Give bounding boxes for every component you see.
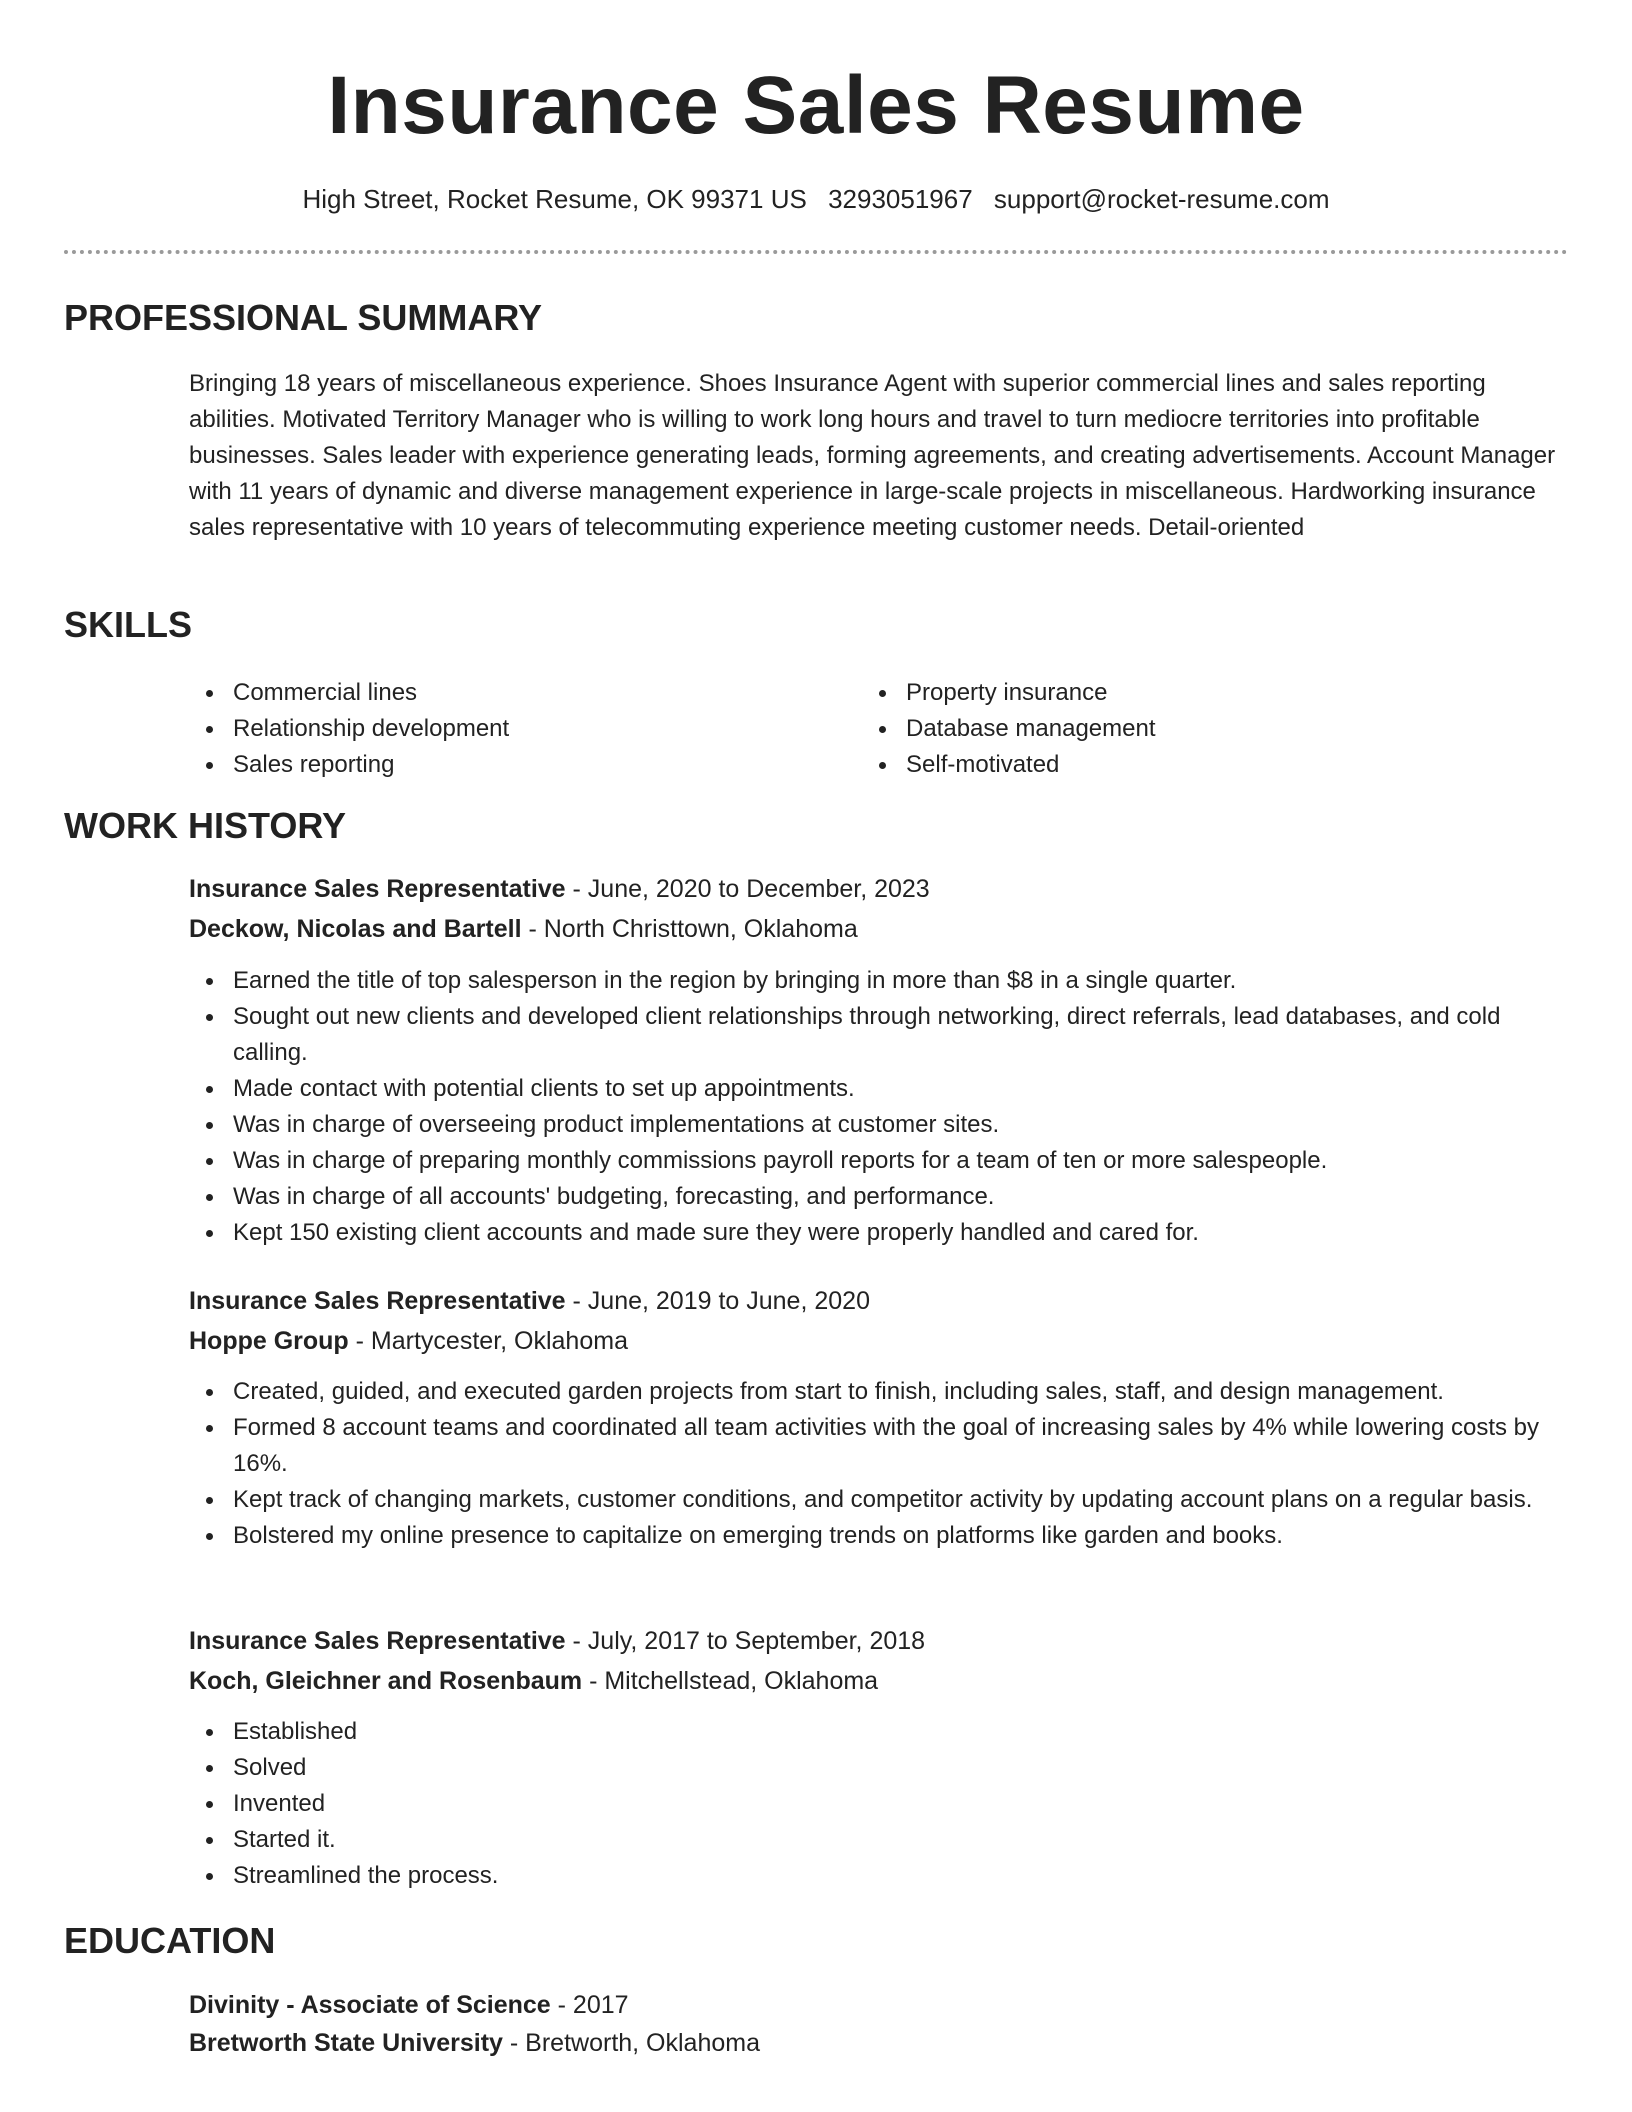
job-bullet: Established <box>189 1714 1569 1750</box>
skill-item: Database management <box>862 711 1502 747</box>
job-bullet: Bolstered my online presence to capitalize on emerging trends on platforms like garden and books. <box>189 1518 1569 1554</box>
education-year: - 2017 <box>550 1991 629 2019</box>
education-degree: Divinity - Associate of Science <box>189 1991 551 2019</box>
job-company-line <box>189 1663 878 1699</box>
job-title-line <box>189 871 930 907</box>
job-title: Insurance Sales Representative <box>189 1627 566 1655</box>
job-bullet: Formed 8 account teams and coordinated all team activities with the goal of increasing sales by 4% while lowering costs by 16%. <box>189 1410 1569 1482</box>
job-bullet: Started it. <box>189 1822 1569 1858</box>
job-bullets <box>189 963 1569 1251</box>
work-history-heading: WORK HISTORY <box>64 805 347 846</box>
job-bullet: Invented <box>189 1786 1569 1822</box>
job-dates: - June, 2019 to June, 2020 <box>565 1287 870 1315</box>
header-divider <box>64 250 1568 254</box>
skill-item: Sales reporting <box>189 747 829 783</box>
job-bullet: Made contact with potential clients to set up appointments. <box>189 1071 1569 1107</box>
education-school-line <box>189 2025 760 2061</box>
summary-text: Bringing 18 years of miscellaneous experience. Shoes Insurance Agent with superior commercial lines and sales reporting abilities. Motivated Territory Manager who is willing to work long hours and travel to turn mediocre territories into profitable businesses. Sales leader with experience generating leads, forming agreements, and creating advertisements. Account Manager with 11 years of dynamic and diverse management experience in large-scale projects in miscellaneous. Hardworking insurance sales representative with 10 years of telecommuting experience meeting customer needs. Detail-oriented <box>189 370 1556 541</box>
skill-item: Relationship development <box>189 711 829 747</box>
job-bullet: Kept 150 existing client accounts and made sure they were properly handled and cared for. <box>189 1215 1569 1251</box>
job-bullet: Sought out new clients and developed client relationships through networking, direct referrals, lead databases, and cold calling. <box>189 999 1569 1071</box>
skills-list-left <box>189 675 829 783</box>
job-company-line <box>189 1323 628 1359</box>
job-bullet: Was in charge of all accounts' budgeting, forecasting, and performance. <box>189 1179 1569 1215</box>
job-company: Deckow, Nicolas and Bartell <box>189 915 522 943</box>
job-bullet: Streamlined the process. <box>189 1858 1569 1894</box>
summary-heading: PROFESSIONAL SUMMARY <box>64 297 543 338</box>
education-heading: EDUCATION <box>64 1920 276 1961</box>
job-location: - Mitchellstead, Oklahoma <box>582 1667 879 1695</box>
education-location: - Bretworth, Oklahoma <box>502 2029 760 2057</box>
job-title-line <box>189 1623 925 1659</box>
skill-item: Self-motivated <box>862 747 1502 783</box>
job-bullet: Earned the title of top salesperson in the region by bringing in more than $8 in a single quarter. <box>189 963 1569 999</box>
education-school: Bretworth State University <box>189 2029 503 2057</box>
job-location: - North Christtown, Oklahoma <box>521 915 858 943</box>
skills-list-right <box>862 675 1502 783</box>
skills-heading: SKILLS <box>64 604 193 645</box>
contact-address: High Street, Rocket Resume, OK 99371 US <box>302 184 807 214</box>
job-title: Insurance Sales Representative <box>189 1287 566 1315</box>
job-title-line <box>189 1283 870 1319</box>
job-bullet: Was in charge of preparing monthly commissions payroll reports for a team of ten or more salespeople. <box>189 1143 1569 1179</box>
job-dates: - July, 2017 to September, 2018 <box>565 1627 926 1655</box>
resume-title: Insurance Sales Resume <box>327 60 1305 151</box>
job-bullets <box>189 1714 1569 1894</box>
job-bullets <box>189 1374 1569 1554</box>
job-dates: - June, 2020 to December, 2023 <box>565 875 930 903</box>
education-degree-line <box>189 1987 629 2023</box>
skill-item: Commercial lines <box>189 675 829 711</box>
job-bullet: Created, guided, and executed garden projects from start to finish, including sales, staff, and design management. <box>189 1374 1569 1410</box>
job-company-line <box>189 911 858 947</box>
job-title: Insurance Sales Representative <box>189 875 566 903</box>
job-bullet: Solved <box>189 1750 1569 1786</box>
contact-phone: 3293051967 <box>828 184 973 214</box>
contact-line <box>0 182 1632 216</box>
job-bullet: Was in charge of overseeing product implementations at customer sites. <box>189 1107 1569 1143</box>
job-company: Koch, Gleichner and Rosenbaum <box>189 1667 583 1695</box>
skill-item: Property insurance <box>862 675 1502 711</box>
job-location: - Martycester, Oklahoma <box>348 1327 628 1355</box>
job-bullet: Kept track of changing markets, customer conditions, and competitor activity by updating account plans on a regular basis. <box>189 1482 1569 1518</box>
contact-email[interactable]: support@rocket-resume.com <box>993 184 1330 214</box>
job-company: Hoppe Group <box>189 1327 349 1355</box>
